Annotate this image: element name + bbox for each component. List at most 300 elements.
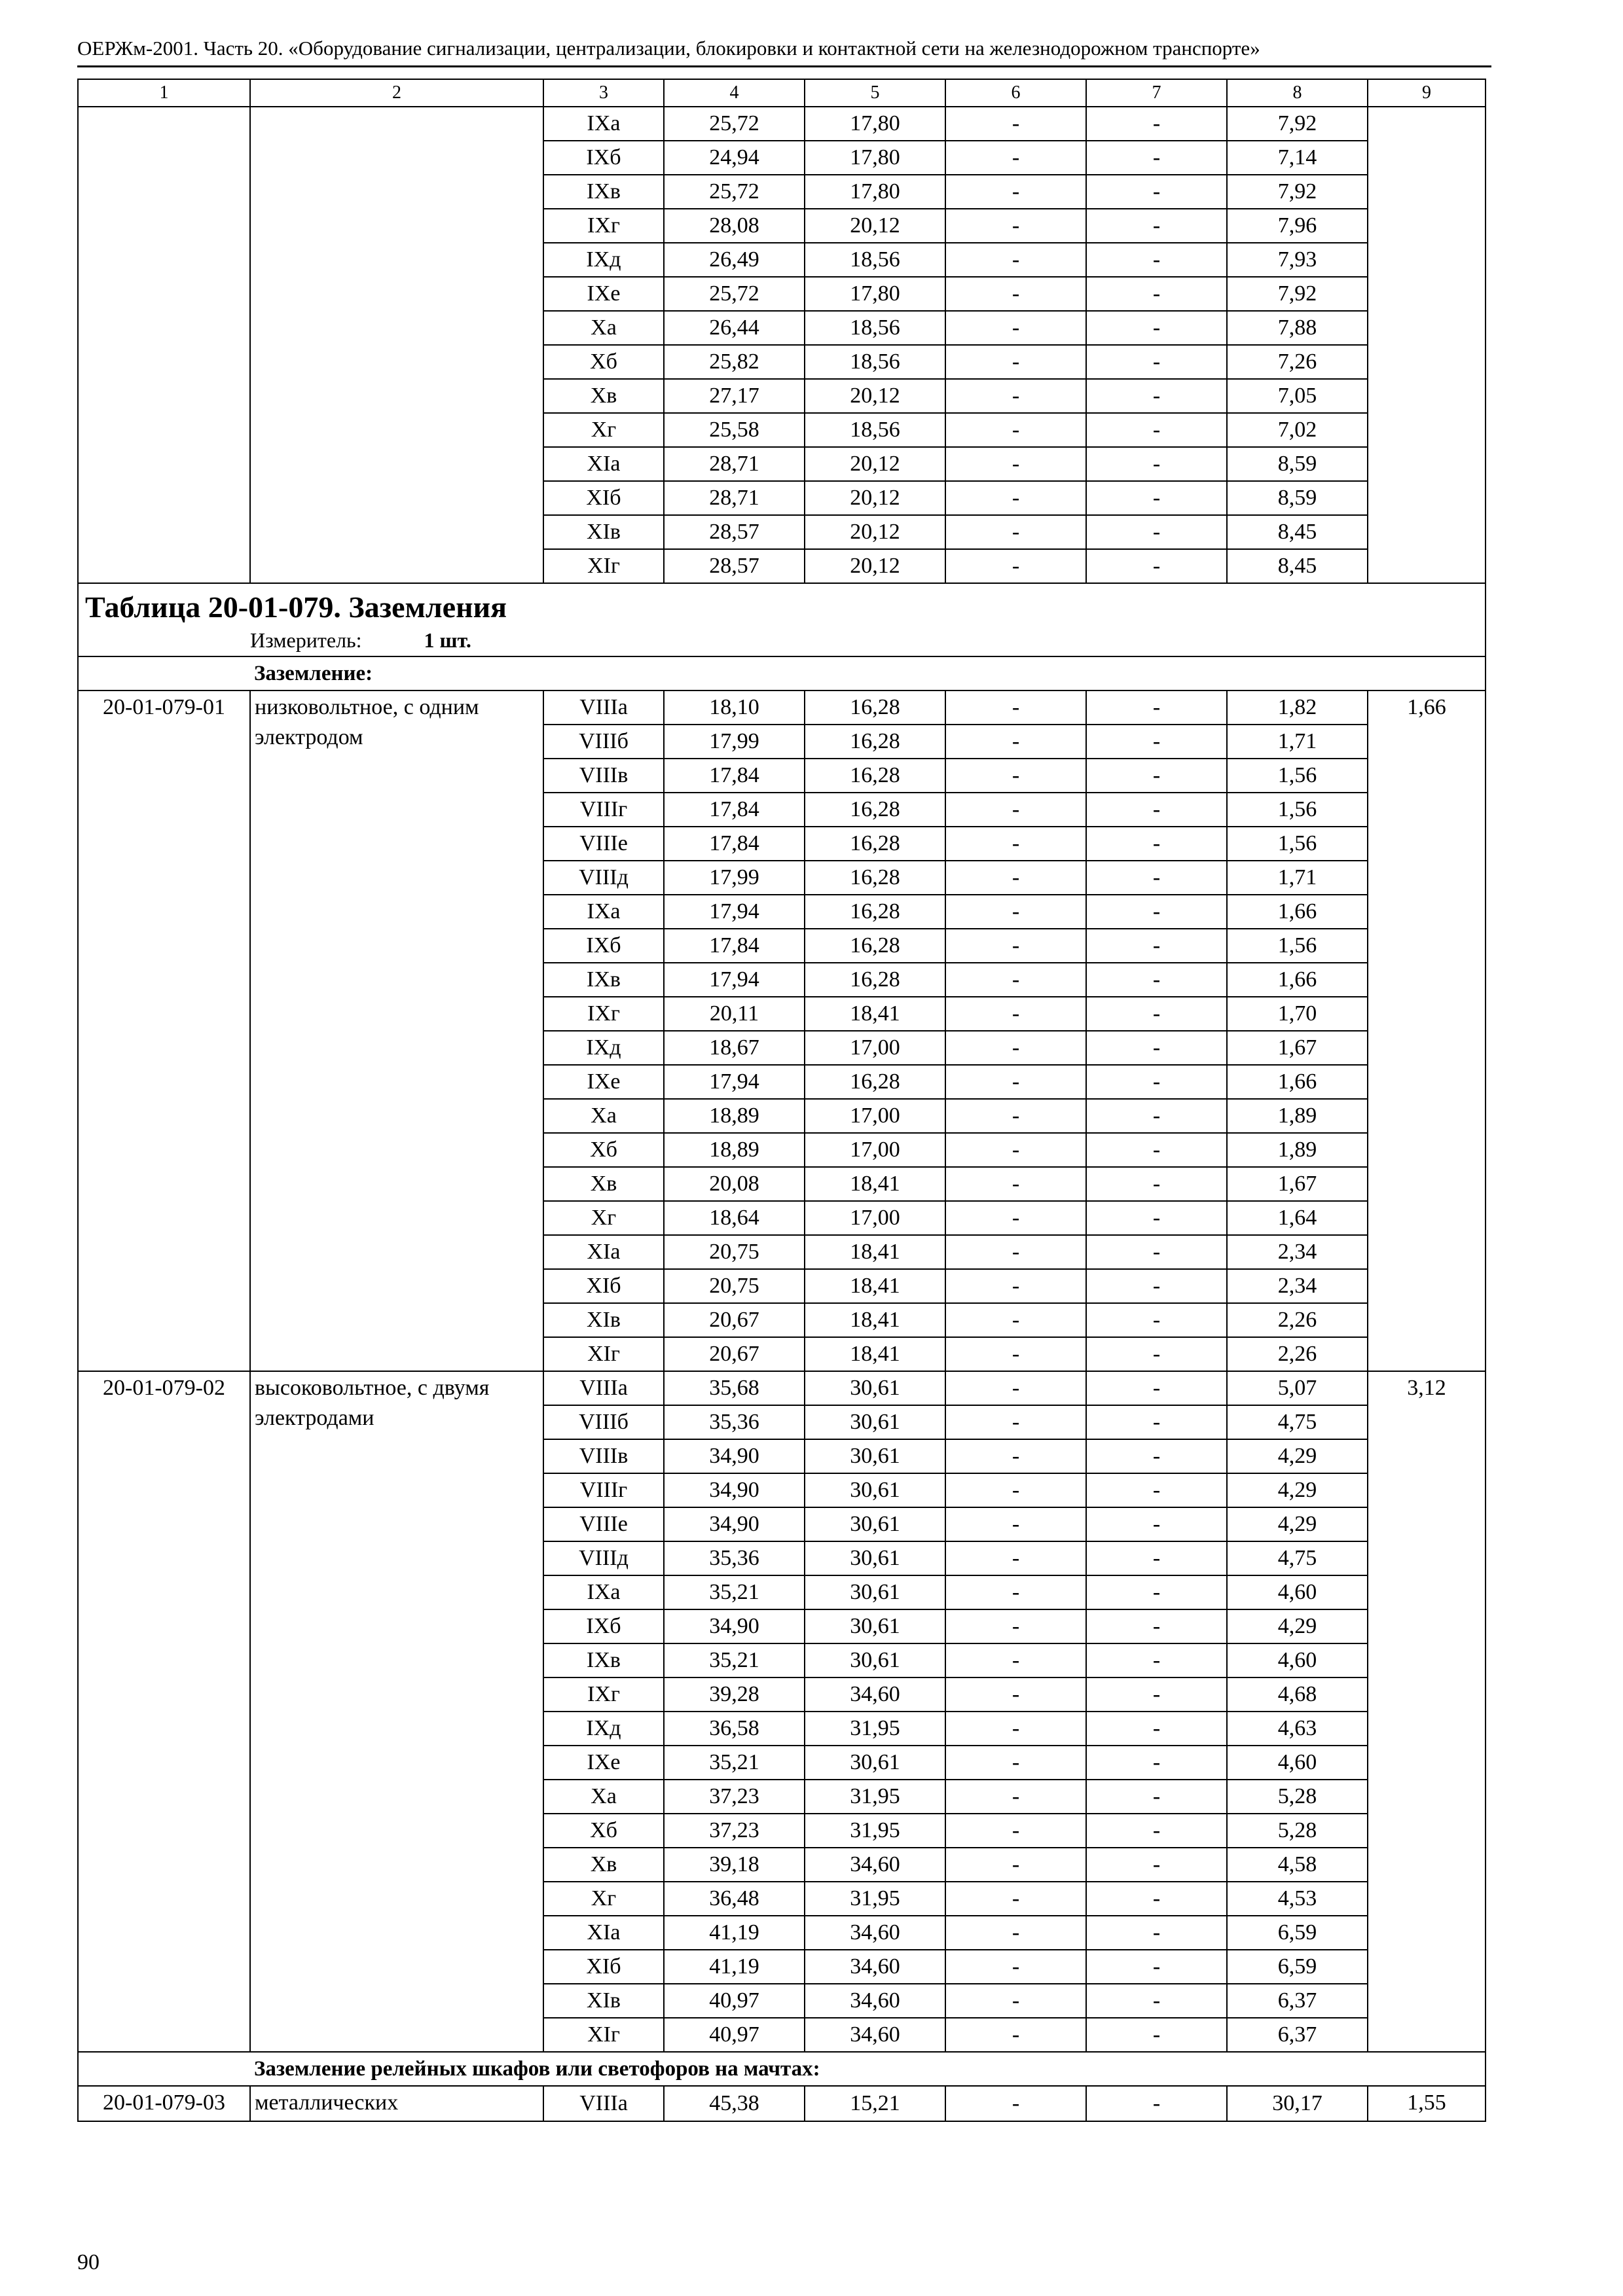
zone-cell: VIIIе bbox=[543, 1507, 664, 1541]
materials-cell: 4,29 bbox=[1227, 1507, 1368, 1541]
wage-cell: 16,28 bbox=[805, 963, 945, 997]
total-cost-cell: 37,23 bbox=[664, 1814, 805, 1848]
driver-wage-cell: - bbox=[1086, 1746, 1227, 1780]
driver-wage-cell: - bbox=[1086, 1099, 1227, 1133]
wage-cell: 34,60 bbox=[805, 1950, 945, 1984]
zone-cell: Xг bbox=[543, 1882, 664, 1916]
materials-cell: 1,56 bbox=[1227, 929, 1368, 963]
total-cost-cell: 20,08 bbox=[664, 1167, 805, 1201]
zone-cell: IXб bbox=[543, 929, 664, 963]
wage-cell: 16,28 bbox=[805, 759, 945, 793]
materials-cell: 4,63 bbox=[1227, 1712, 1368, 1746]
machine-cost-cell: - bbox=[945, 311, 1086, 345]
wage-cell: 18,56 bbox=[805, 413, 945, 447]
page-number: 90 bbox=[77, 2250, 100, 2274]
zone-cell: VIIIб bbox=[543, 1405, 664, 1439]
driver-wage-cell: - bbox=[1086, 1575, 1227, 1609]
table-row bbox=[78, 691, 1486, 725]
col9-cell: 1,55 bbox=[1368, 2086, 1486, 2121]
machine-cost-cell: - bbox=[945, 1065, 1086, 1099]
zone-cell: IXе bbox=[543, 1065, 664, 1099]
materials-cell: 1,67 bbox=[1227, 1167, 1368, 1201]
total-cost-cell: 27,17 bbox=[664, 379, 805, 413]
table-title-row bbox=[78, 583, 1486, 656]
table-row bbox=[78, 107, 1486, 141]
total-cost-cell: 17,94 bbox=[664, 1065, 805, 1099]
driver-wage-cell: - bbox=[1086, 1337, 1227, 1371]
table-row bbox=[78, 1371, 1486, 1405]
total-cost-cell: 20,67 bbox=[664, 1337, 805, 1371]
driver-wage-cell: - bbox=[1086, 725, 1227, 759]
wage-cell: 16,28 bbox=[805, 827, 945, 861]
wage-cell: 30,61 bbox=[805, 1746, 945, 1780]
wage-cell: 18,41 bbox=[805, 997, 945, 1031]
total-cost-cell: 28,71 bbox=[664, 447, 805, 481]
driver-wage-cell: - bbox=[1086, 861, 1227, 895]
zone-cell: IXе bbox=[543, 1746, 664, 1780]
driver-wage-cell: - bbox=[1086, 929, 1227, 963]
materials-cell: 4,68 bbox=[1227, 1677, 1368, 1712]
zone-cell: VIIIг bbox=[543, 1473, 664, 1507]
materials-cell: 1,56 bbox=[1227, 793, 1368, 827]
wage-cell: 30,61 bbox=[805, 1439, 945, 1473]
wage-cell: 20,12 bbox=[805, 515, 945, 549]
materials-cell: 1,56 bbox=[1227, 759, 1368, 793]
wage-cell: 20,12 bbox=[805, 209, 945, 243]
column-number: 1 bbox=[78, 79, 250, 107]
materials-cell: 4,29 bbox=[1227, 1609, 1368, 1643]
driver-wage-cell: - bbox=[1086, 2018, 1227, 2052]
column-number: 4 bbox=[664, 79, 805, 107]
driver-wage-cell: - bbox=[1086, 141, 1227, 175]
total-cost-cell: 28,57 bbox=[664, 549, 805, 583]
table-row bbox=[78, 2086, 1486, 2121]
total-cost-cell: 36,48 bbox=[664, 1882, 805, 1916]
machine-cost-cell: - bbox=[945, 1541, 1086, 1575]
materials-cell: 8,59 bbox=[1227, 481, 1368, 515]
driver-wage-cell: - bbox=[1086, 379, 1227, 413]
driver-wage-cell: - bbox=[1086, 997, 1227, 1031]
machine-cost-cell: - bbox=[945, 1439, 1086, 1473]
driver-wage-cell: - bbox=[1086, 1269, 1227, 1303]
materials-cell: 1,67 bbox=[1227, 1031, 1368, 1065]
total-cost-cell: 18,67 bbox=[664, 1031, 805, 1065]
machine-cost-cell: - bbox=[945, 1814, 1086, 1848]
driver-wage-cell: - bbox=[1086, 1065, 1227, 1099]
wage-cell: 30,61 bbox=[805, 1507, 945, 1541]
driver-wage-cell: - bbox=[1086, 1235, 1227, 1269]
total-cost-cell: 39,28 bbox=[664, 1677, 805, 1712]
zone-cell: Xг bbox=[543, 413, 664, 447]
machine-cost-cell: - bbox=[945, 1303, 1086, 1337]
driver-wage-cell: - bbox=[1086, 1950, 1227, 1984]
total-cost-cell: 25,82 bbox=[664, 345, 805, 379]
materials-cell: 7,93 bbox=[1227, 243, 1368, 277]
total-cost-cell: 34,90 bbox=[664, 1507, 805, 1541]
driver-wage-cell: - bbox=[1086, 1507, 1227, 1541]
machine-cost-cell: - bbox=[945, 209, 1086, 243]
wage-cell: 20,12 bbox=[805, 379, 945, 413]
driver-wage-cell: - bbox=[1086, 1167, 1227, 1201]
materials-cell: 1,66 bbox=[1227, 895, 1368, 929]
machine-cost-cell: - bbox=[945, 793, 1086, 827]
driver-wage-cell: - bbox=[1086, 311, 1227, 345]
zone-cell: XIб bbox=[543, 1269, 664, 1303]
zone-cell: IXг bbox=[543, 209, 664, 243]
machine-cost-cell: - bbox=[945, 515, 1086, 549]
zone-cell: Xв bbox=[543, 1167, 664, 1201]
driver-wage-cell: - bbox=[1086, 2086, 1227, 2121]
estimate-table bbox=[77, 79, 1486, 2122]
section-header-row bbox=[78, 2052, 1486, 2086]
wage-cell: 17,00 bbox=[805, 1031, 945, 1065]
materials-cell: 6,37 bbox=[1227, 1984, 1368, 2018]
driver-wage-cell: - bbox=[1086, 1814, 1227, 1848]
total-cost-cell: 20,11 bbox=[664, 997, 805, 1031]
machine-cost-cell: - bbox=[945, 1269, 1086, 1303]
zone-cell: IXб bbox=[543, 141, 664, 175]
driver-wage-cell: - bbox=[1086, 1780, 1227, 1814]
total-cost-cell: 18,89 bbox=[664, 1099, 805, 1133]
wage-cell: 16,28 bbox=[805, 725, 945, 759]
wage-cell: 30,61 bbox=[805, 1473, 945, 1507]
zone-cell: XIб bbox=[543, 481, 664, 515]
machine-cost-cell: - bbox=[945, 1882, 1086, 1916]
zone-cell: IXа bbox=[543, 107, 664, 141]
zone-cell: Xг bbox=[543, 1201, 664, 1235]
materials-cell: 7,96 bbox=[1227, 209, 1368, 243]
total-cost-cell: 17,99 bbox=[664, 861, 805, 895]
wage-cell: 18,41 bbox=[805, 1303, 945, 1337]
zone-cell: IXг bbox=[543, 1677, 664, 1712]
total-cost-cell: 41,19 bbox=[664, 1916, 805, 1950]
zone-cell: IXа bbox=[543, 895, 664, 929]
total-cost-cell: 35,36 bbox=[664, 1405, 805, 1439]
total-cost-cell: 25,58 bbox=[664, 413, 805, 447]
col9-cell: 1,66 bbox=[1368, 691, 1486, 1371]
materials-cell: 7,26 bbox=[1227, 345, 1368, 379]
total-cost-cell: 40,97 bbox=[664, 1984, 805, 2018]
wage-cell: 31,95 bbox=[805, 1780, 945, 1814]
zone-cell: VIIIа bbox=[543, 2086, 664, 2121]
materials-cell: 5,28 bbox=[1227, 1814, 1368, 1848]
wage-cell: 18,56 bbox=[805, 345, 945, 379]
column-number-row bbox=[78, 79, 1486, 107]
column-number: 9 bbox=[1368, 79, 1486, 107]
driver-wage-cell: - bbox=[1086, 481, 1227, 515]
machine-cost-cell: - bbox=[945, 107, 1086, 141]
materials-cell: 7,05 bbox=[1227, 379, 1368, 413]
code-cell: 20-01-079-03 bbox=[78, 2086, 250, 2121]
wage-cell: 16,28 bbox=[805, 691, 945, 725]
machine-cost-cell: - bbox=[945, 345, 1086, 379]
materials-cell: 8,59 bbox=[1227, 447, 1368, 481]
zone-cell: VIIIе bbox=[543, 827, 664, 861]
zone-cell: IXа bbox=[543, 1575, 664, 1609]
machine-cost-cell: - bbox=[945, 1916, 1086, 1950]
total-cost-cell: 40,97 bbox=[664, 2018, 805, 2052]
zone-cell: IXе bbox=[543, 277, 664, 311]
total-cost-cell: 25,72 bbox=[664, 175, 805, 209]
total-cost-cell: 35,68 bbox=[664, 1371, 805, 1405]
wage-cell: 17,80 bbox=[805, 175, 945, 209]
total-cost-cell: 34,90 bbox=[664, 1609, 805, 1643]
materials-cell: 1,66 bbox=[1227, 1065, 1368, 1099]
materials-cell: 4,75 bbox=[1227, 1541, 1368, 1575]
total-cost-cell: 18,89 bbox=[664, 1133, 805, 1167]
zone-cell: XIг bbox=[543, 2018, 664, 2052]
total-cost-cell: 45,38 bbox=[664, 2086, 805, 2121]
wage-cell: 18,56 bbox=[805, 243, 945, 277]
zone-cell: XIг bbox=[543, 549, 664, 583]
driver-wage-cell: - bbox=[1086, 1371, 1227, 1405]
column-number: 2 bbox=[250, 79, 543, 107]
total-cost-cell: 36,58 bbox=[664, 1712, 805, 1746]
total-cost-cell: 20,75 bbox=[664, 1269, 805, 1303]
total-cost-cell: 17,84 bbox=[664, 929, 805, 963]
total-cost-cell: 39,18 bbox=[664, 1848, 805, 1882]
machine-cost-cell: - bbox=[945, 1848, 1086, 1882]
materials-cell: 5,07 bbox=[1227, 1371, 1368, 1405]
zone-cell: XIб bbox=[543, 1950, 664, 1984]
machine-cost-cell: - bbox=[945, 1235, 1086, 1269]
zone-cell: IXд bbox=[543, 1712, 664, 1746]
wage-cell: 17,00 bbox=[805, 1099, 945, 1133]
code-cell: 20-01-079-02 bbox=[78, 1371, 250, 2052]
materials-cell: 1,82 bbox=[1227, 691, 1368, 725]
total-cost-cell: 18,64 bbox=[664, 1201, 805, 1235]
zone-cell: VIIIв bbox=[543, 759, 664, 793]
zone-cell: VIIIа bbox=[543, 691, 664, 725]
wage-cell: 30,61 bbox=[805, 1541, 945, 1575]
materials-cell: 1,71 bbox=[1227, 861, 1368, 895]
zone-cell: XIа bbox=[543, 1235, 664, 1269]
machine-cost-cell: - bbox=[945, 1337, 1086, 1371]
column-number: 7 bbox=[1086, 79, 1227, 107]
materials-cell: 7,92 bbox=[1227, 107, 1368, 141]
machine-cost-cell: - bbox=[945, 175, 1086, 209]
driver-wage-cell: - bbox=[1086, 1882, 1227, 1916]
machine-cost-cell: - bbox=[945, 141, 1086, 175]
wage-cell: 16,28 bbox=[805, 861, 945, 895]
machine-cost-cell: - bbox=[945, 827, 1086, 861]
total-cost-cell: 20,75 bbox=[664, 1235, 805, 1269]
driver-wage-cell: - bbox=[1086, 1133, 1227, 1167]
machine-cost-cell: - bbox=[945, 2086, 1086, 2121]
driver-wage-cell: - bbox=[1086, 447, 1227, 481]
total-cost-cell: 25,72 bbox=[664, 107, 805, 141]
zone-cell: Xв bbox=[543, 1848, 664, 1882]
driver-wage-cell: - bbox=[1086, 827, 1227, 861]
total-cost-cell: 41,19 bbox=[664, 1950, 805, 1984]
wage-cell: 30,61 bbox=[805, 1609, 945, 1643]
materials-cell: 1,89 bbox=[1227, 1099, 1368, 1133]
zone-cell: VIIIа bbox=[543, 1371, 664, 1405]
machine-cost-cell: - bbox=[945, 1507, 1086, 1541]
materials-cell: 5,28 bbox=[1227, 1780, 1368, 1814]
materials-cell: 30,17 bbox=[1227, 2086, 1368, 2121]
driver-wage-cell: - bbox=[1086, 1031, 1227, 1065]
wage-cell: 15,21 bbox=[805, 2086, 945, 2121]
table-title-block bbox=[78, 583, 1486, 656]
driver-wage-cell: - bbox=[1086, 1473, 1227, 1507]
wage-cell: 16,28 bbox=[805, 929, 945, 963]
wage-cell: 20,12 bbox=[805, 481, 945, 515]
total-cost-cell: 24,94 bbox=[664, 141, 805, 175]
wage-cell: 17,80 bbox=[805, 277, 945, 311]
total-cost-cell: 17,84 bbox=[664, 759, 805, 793]
total-cost-cell: 26,44 bbox=[664, 311, 805, 345]
machine-cost-cell: - bbox=[945, 1201, 1086, 1235]
driver-wage-cell: - bbox=[1086, 895, 1227, 929]
machine-cost-cell: - bbox=[945, 447, 1086, 481]
driver-wage-cell: - bbox=[1086, 209, 1227, 243]
wage-cell: 34,60 bbox=[805, 1677, 945, 1712]
zone-cell: XIг bbox=[543, 1337, 664, 1371]
zone-cell: XIв bbox=[543, 1303, 664, 1337]
machine-cost-cell: - bbox=[945, 277, 1086, 311]
wage-cell: 17,80 bbox=[805, 141, 945, 175]
machine-cost-cell: - bbox=[945, 963, 1086, 997]
machine-cost-cell: - bbox=[945, 1099, 1086, 1133]
zone-cell: Xа bbox=[543, 311, 664, 345]
zone-cell: IXг bbox=[543, 997, 664, 1031]
total-cost-cell: 37,23 bbox=[664, 1780, 805, 1814]
materials-cell: 7,92 bbox=[1227, 277, 1368, 311]
total-cost-cell: 35,21 bbox=[664, 1643, 805, 1677]
zone-cell: Xб bbox=[543, 1133, 664, 1167]
machine-cost-cell: - bbox=[945, 861, 1086, 895]
driver-wage-cell: - bbox=[1086, 1677, 1227, 1712]
section-title: Заземление: bbox=[78, 656, 1486, 691]
total-cost-cell: 20,67 bbox=[664, 1303, 805, 1337]
machine-cost-cell: - bbox=[945, 929, 1086, 963]
wage-cell: 30,61 bbox=[805, 1405, 945, 1439]
total-cost-cell: 17,94 bbox=[664, 895, 805, 929]
materials-cell: 1,66 bbox=[1227, 963, 1368, 997]
zone-cell: VIIIг bbox=[543, 793, 664, 827]
wage-cell: 18,41 bbox=[805, 1269, 945, 1303]
machine-cost-cell: - bbox=[945, 379, 1086, 413]
materials-cell: 7,88 bbox=[1227, 311, 1368, 345]
wage-cell: 18,41 bbox=[805, 1337, 945, 1371]
machine-cost-cell: - bbox=[945, 997, 1086, 1031]
wage-cell: 16,28 bbox=[805, 895, 945, 929]
wage-cell: 34,60 bbox=[805, 1848, 945, 1882]
total-cost-cell: 34,90 bbox=[664, 1473, 805, 1507]
driver-wage-cell: - bbox=[1086, 963, 1227, 997]
machine-cost-cell: - bbox=[945, 1405, 1086, 1439]
code-cell bbox=[78, 107, 250, 583]
materials-cell: 4,29 bbox=[1227, 1473, 1368, 1507]
wage-cell: 20,12 bbox=[805, 549, 945, 583]
materials-cell: 1,89 bbox=[1227, 1133, 1368, 1167]
wage-cell: 34,60 bbox=[805, 1984, 945, 2018]
materials-cell: 1,56 bbox=[1227, 827, 1368, 861]
column-number: 6 bbox=[945, 79, 1086, 107]
driver-wage-cell: - bbox=[1086, 1848, 1227, 1882]
zone-cell: IXв bbox=[543, 963, 664, 997]
materials-cell: 4,60 bbox=[1227, 1643, 1368, 1677]
section-title: Заземление релейных шкафов или светофоров на мачтах: bbox=[78, 2052, 1486, 2086]
materials-cell: 4,60 bbox=[1227, 1746, 1368, 1780]
machine-cost-cell: - bbox=[945, 691, 1086, 725]
wage-cell: 34,60 bbox=[805, 2018, 945, 2052]
name-cell: высоковольтное, с двумя электродами bbox=[250, 1371, 543, 2052]
code-cell: 20-01-079-01 bbox=[78, 691, 250, 1371]
total-cost-cell: 17,84 bbox=[664, 793, 805, 827]
machine-cost-cell: - bbox=[945, 895, 1086, 929]
zone-cell: IXд bbox=[543, 1031, 664, 1065]
machine-cost-cell: - bbox=[945, 1984, 1086, 2018]
zone-cell: IXв bbox=[543, 175, 664, 209]
materials-cell: 7,92 bbox=[1227, 175, 1368, 209]
driver-wage-cell: - bbox=[1086, 1609, 1227, 1643]
machine-cost-cell: - bbox=[945, 1473, 1086, 1507]
machine-cost-cell: - bbox=[945, 1643, 1086, 1677]
wage-cell: 30,61 bbox=[805, 1575, 945, 1609]
name-cell: металлических bbox=[250, 2086, 543, 2121]
wage-cell: 20,12 bbox=[805, 447, 945, 481]
wage-cell: 18,41 bbox=[805, 1235, 945, 1269]
wage-cell: 34,60 bbox=[805, 1916, 945, 1950]
driver-wage-cell: - bbox=[1086, 1712, 1227, 1746]
total-cost-cell: 17,84 bbox=[664, 827, 805, 861]
machine-cost-cell: - bbox=[945, 725, 1086, 759]
materials-cell: 4,53 bbox=[1227, 1882, 1368, 1916]
materials-cell: 4,29 bbox=[1227, 1439, 1368, 1473]
zone-cell: Xв bbox=[543, 379, 664, 413]
wage-cell: 31,95 bbox=[805, 1814, 945, 1848]
machine-cost-cell: - bbox=[945, 1167, 1086, 1201]
name-cell bbox=[250, 107, 543, 583]
machine-cost-cell: - bbox=[945, 481, 1086, 515]
materials-cell: 1,64 bbox=[1227, 1201, 1368, 1235]
materials-cell: 4,60 bbox=[1227, 1575, 1368, 1609]
column-number: 8 bbox=[1227, 79, 1368, 107]
wage-cell: 18,56 bbox=[805, 311, 945, 345]
total-cost-cell: 18,10 bbox=[664, 691, 805, 725]
wage-cell: 30,61 bbox=[805, 1643, 945, 1677]
col9-cell: 3,12 bbox=[1368, 1371, 1486, 2052]
running-header: ОЕРЖм-2001. Часть 20. «Оборудование сигнализации, централизации, блокировки и контактной сети на железнодорожном транспорте» bbox=[77, 37, 1260, 60]
name-cell: низковольтное, с одним электродом bbox=[250, 691, 543, 1371]
total-cost-cell: 35,21 bbox=[664, 1575, 805, 1609]
materials-cell: 1,71 bbox=[1227, 725, 1368, 759]
machine-cost-cell: - bbox=[945, 1780, 1086, 1814]
driver-wage-cell: - bbox=[1086, 1916, 1227, 1950]
materials-cell: 8,45 bbox=[1227, 549, 1368, 583]
driver-wage-cell: - bbox=[1086, 1303, 1227, 1337]
measure-line bbox=[79, 627, 1485, 656]
machine-cost-cell: - bbox=[945, 1031, 1086, 1065]
measure-value: 1 шт. bbox=[424, 628, 471, 652]
machine-cost-cell: - bbox=[945, 1575, 1086, 1609]
materials-cell: 2,26 bbox=[1227, 1303, 1368, 1337]
materials-cell: 4,58 bbox=[1227, 1848, 1368, 1882]
driver-wage-cell: - bbox=[1086, 793, 1227, 827]
driver-wage-cell: - bbox=[1086, 1541, 1227, 1575]
table-title: Таблица 20-01-079. Заземления bbox=[85, 590, 507, 624]
driver-wage-cell: - bbox=[1086, 1201, 1227, 1235]
machine-cost-cell: - bbox=[945, 1609, 1086, 1643]
wage-cell: 31,95 bbox=[805, 1882, 945, 1916]
wage-cell: 16,28 bbox=[805, 793, 945, 827]
zone-cell: XIв bbox=[543, 1984, 664, 2018]
total-cost-cell: 34,90 bbox=[664, 1439, 805, 1473]
wage-cell: 17,00 bbox=[805, 1133, 945, 1167]
total-cost-cell: 35,21 bbox=[664, 1746, 805, 1780]
